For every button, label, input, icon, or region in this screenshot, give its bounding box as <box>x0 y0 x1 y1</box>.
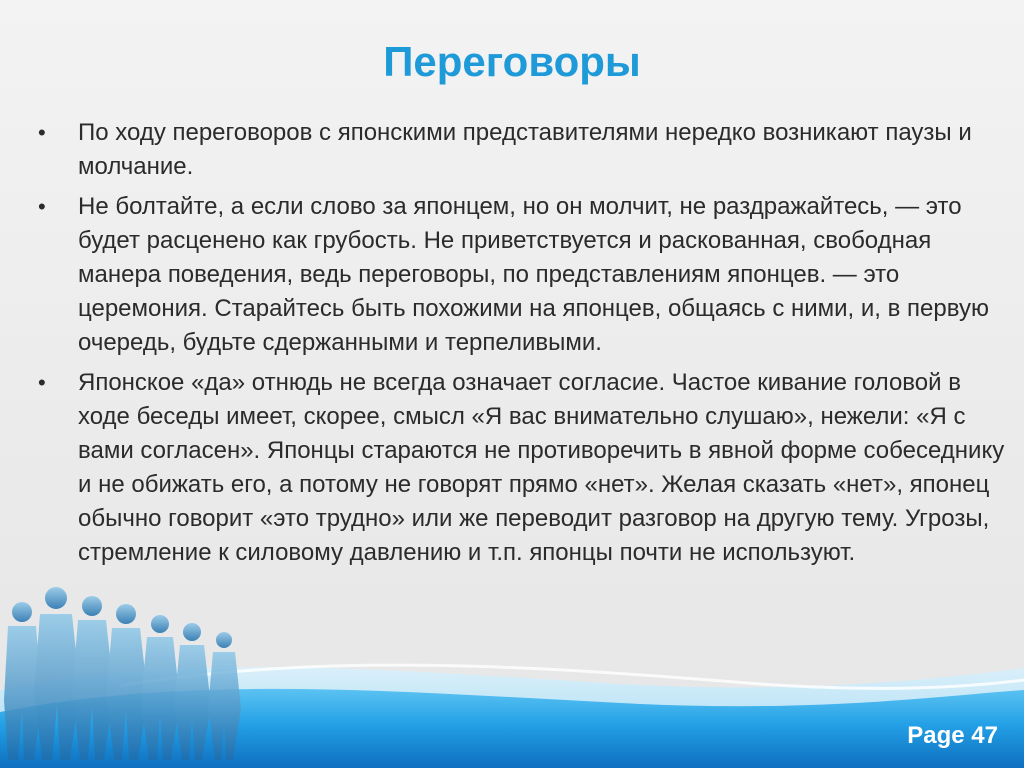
bullet-list <box>30 116 1005 576</box>
business-people-silhouette <box>4 587 241 760</box>
bullet-text: Не болтайте, а если слово за японцем, но он молчит, не раздражайтесь, — это будет расценено как грубость. Не приветствуется и раскованная, свободная манера поведения, ведь переговоры, по представлениям японцев. — это церемония. Старайтесь быть похожими на японцев, общаясь с ними, и, в первую очередь, будьте сдержанными и терпеливыми. <box>78 193 989 356</box>
bullet-item <box>30 366 1005 570</box>
bullet-marker: • <box>38 194 46 219</box>
bullet-text: По ходу переговоров с японскими представителями нередко возникают паузы и молчание. <box>78 119 972 180</box>
bullet-marker: • <box>38 120 46 145</box>
bullet-item <box>30 116 1005 184</box>
bullet-text: Японское «да» отнюдь не всегда означает согласие. Частое кивание головой в ходе беседы имеет, скорее, смысл «Я вас внимательно слушаю», нежели: «Я с вами согласен». Японцы стараются не противоречить в явной форме собеседнику и не обижать его, а потому не говорят прямо «нет». Желая сказать «нет», японец обычно говорит «это трудно» или же переводит разговор на другую тему. Угрозы, стремление к силовому давлению и т.п. японцы почти не используют. <box>78 369 1005 566</box>
page-number: Page 47 <box>907 722 998 749</box>
slide-title: Переговоры <box>383 38 641 85</box>
bullet-marker: • <box>38 370 46 395</box>
bullet-item <box>30 190 1005 360</box>
